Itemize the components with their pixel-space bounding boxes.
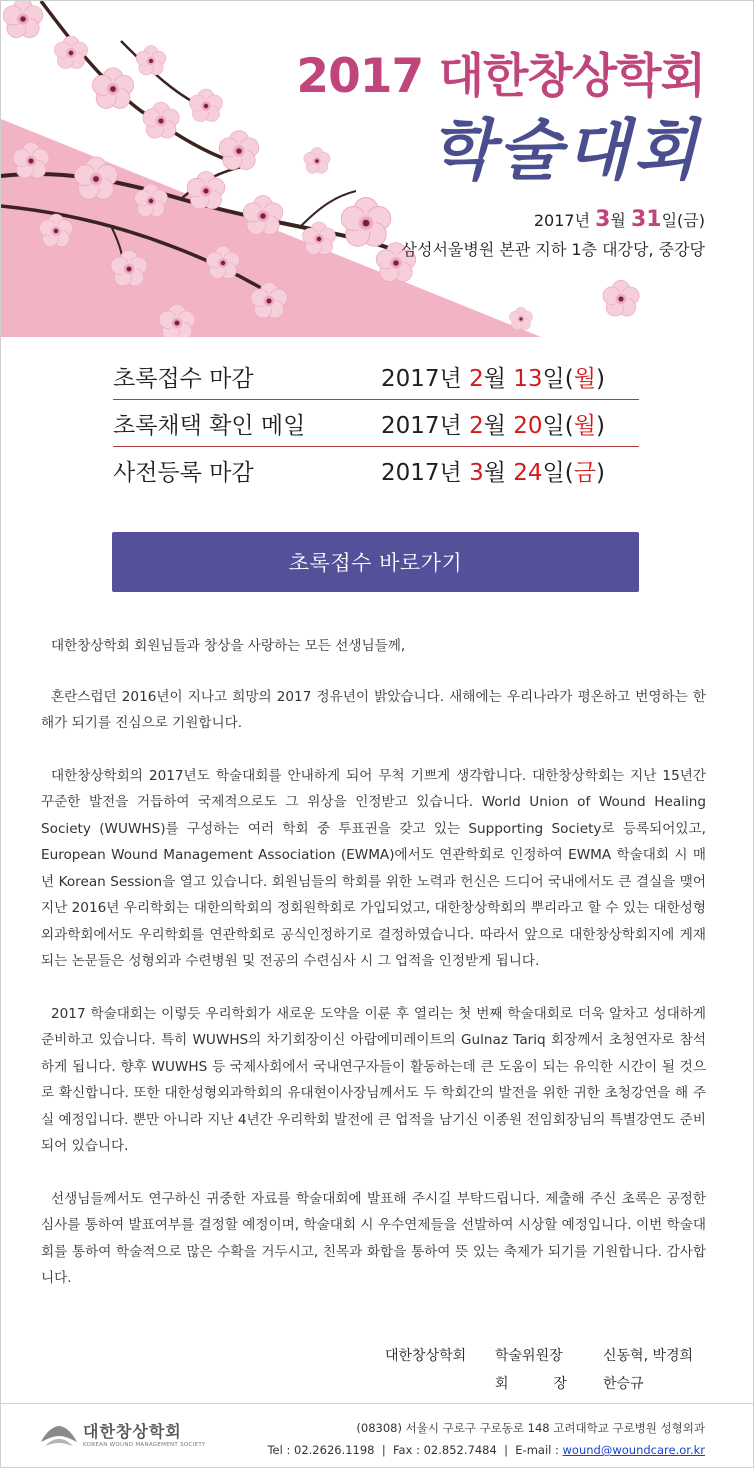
letter-paragraph: 선생님들께서도 연구하신 귀중한 자료를 학술대회에 발표해 주시길 부탁드립니다. 제출해 주신 초록은 공정한 심사를 통하여 발표여부를 결정할 예정이며, 학술대회 시 우수연제들을 선발하여 시상할 예정입니다. 이번 학술대회를 통하여 학술적으로 많은 수확을 거두시고, 친목과 화합을 통하여 뜻 있는 축제가 되기를 기원합니다. 감사합니다. — [41, 1190, 706, 1286]
schedule-day-unit: 일( — [542, 412, 574, 439]
tel-number: 02.2626.1198 — [294, 1443, 375, 1457]
invitation-letter — [41, 633, 706, 1318]
event-date-year: 2017 — [533, 211, 575, 230]
schedule-label: 사전등록 마감 — [113, 459, 254, 486]
event-venue: 삼성서울병원 본관 지하 1층 대강당, 중강당 — [401, 240, 705, 259]
email-link[interactable]: wound@woundcare.or.kr — [562, 1443, 705, 1457]
event-date-month-unit: 월 — [610, 211, 631, 230]
letter-greeting: 대한창상학회 회원님들과 창상을 사랑하는 모든 선생님들께, — [51, 638, 406, 654]
schedule-close-paren: ) — [595, 365, 605, 392]
signature-org: 대한창상학회 — [385, 1348, 467, 1364]
signature-row-president — [385, 1369, 693, 1397]
schedule-year: 2017년 — [381, 459, 470, 486]
separator: | — [381, 1443, 386, 1457]
schedule-weekday: 월 — [573, 412, 596, 439]
signature-role: 학술위원장 — [495, 1348, 563, 1364]
schedule-month-unit: 월 — [483, 459, 514, 486]
logo-text: 대한창상학회 — [83, 1422, 182, 1441]
logo-subtext: KOREAN WOUND MANAGEMENT SOCIETY — [83, 1442, 206, 1448]
schedule-month-unit: 월 — [483, 365, 514, 392]
schedule-day: 24 — [513, 459, 543, 486]
schedule-close-paren: ) — [595, 459, 605, 486]
footer — [1, 1403, 753, 1468]
signature-role-char: 회 — [495, 1376, 509, 1392]
abstract-submission-button[interactable]: 초록접수 바로가기 — [112, 532, 639, 592]
event-date-month: 3 — [595, 207, 611, 232]
signature-names: 신동혁, 박경희 — [603, 1348, 694, 1364]
schedule-month: 2 — [469, 412, 484, 439]
event-date-day: 31 — [630, 207, 662, 232]
schedule-month: 2 — [469, 365, 484, 392]
event-title-year: 2017 대한창상학회 — [296, 49, 705, 104]
schedule-row-acceptance-email — [113, 400, 639, 447]
event-date — [534, 207, 705, 232]
schedule-day: 20 — [513, 412, 543, 439]
deadline-schedule — [113, 353, 639, 493]
schedule-row-abstract-deadline — [113, 353, 639, 400]
schedule-row-preregistration-deadline — [113, 447, 639, 493]
letter-paragraph: 혼란스럽던 2016년이 지나고 희망의 2017 정유년이 밝았습니다. 새해에는 우리나라가 평온하고 번영하는 한 해가 되기를 진심으로 기원합니다. — [41, 688, 706, 731]
schedule-weekday: 월 — [573, 365, 596, 392]
fax-label: Fax : — [393, 1443, 424, 1457]
signature-row-committee — [385, 1341, 693, 1369]
signature-role-president — [495, 1373, 567, 1393]
schedule-close-paren: ) — [595, 412, 605, 439]
event-date-day-unit: 일(금) — [661, 211, 705, 230]
letter-paragraph: 대한창상학회의 2017년도 학술대회를 안내하게 되어 무척 기쁘게 생각합니다. 대한창상학회는 지난 15년간 꾸준한 발전을 거듭하여 국제적으로도 그 위상을 인정받고 있습니다. World Union of Wound Healing Society (WUWHS)를 구성하는 여러 학회 중 투표권을 갖고 있는 Supporting Society로 등록되어있고, European Wound Management Association (EWMA)에서도 연관학회로 인정하여 EWMA 학술대회 시 매년 Korean Session을 열고 있습니다. 회원님들의 학회를 위한 노력과 헌신은 드디어 국내에서도 큰 결실을 맺어 지난 2016년 우리학회는 대한의학회의 정회원학회로 가입되었고, 대한창상학회의 뿌리라고 할 수 있는 대한성형외과학회에서도 우리학회를 연관학회로 공식인정하기로 결정하였습니다. 따라서 앞으로 대한창상학회지에 게재되는 논문들은 성형외과 수련병원 및 전공의 수련심사 시 그 업적을 인정받게 됩니다. — [41, 767, 706, 969]
schedule-month-unit: 월 — [483, 412, 514, 439]
schedule-day: 13 — [513, 365, 543, 392]
schedule-label: 초록접수 마감 — [113, 365, 254, 392]
schedule-day-unit: 일( — [542, 365, 574, 392]
signature-role-char: 장 — [553, 1376, 567, 1392]
schedule-weekday: 금 — [573, 459, 596, 486]
letter-signature — [385, 1341, 693, 1397]
schedule-label: 초록채택 확인 메일 — [113, 412, 306, 439]
schedule-month: 3 — [469, 459, 484, 486]
fax-number: 02.852.7484 — [423, 1443, 497, 1457]
society-logo-icon — [39, 1420, 79, 1450]
schedule-year: 2017년 — [381, 412, 470, 439]
society-logo — [39, 1420, 209, 1454]
tel-label: Tel : — [267, 1443, 295, 1457]
event-banner — [1, 1, 753, 337]
letter-paragraph: 2017 학술대회는 이렇듯 우리학회가 새로운 도약을 이룬 후 열리는 첫 번째 학술대회로 더욱 알차고 성대하게 준비하고 있습니다. 특히 WUWHS의 차기회장이신 아랍에미레이트의 Gulnaz Tariq 회장께서 초청연자로 참석하게 됩니다. 향후 WUWHS 등 국제사회에서 국내연구자들이 활동하는데 큰 도움이 되는 유익한 시간이 될 것으로 확신합니다. 또한 대한성형외과학회의 유대현이사장님께서도 두 학회간의 발전을 위한 귀한 초청강연을 해 주실 예정입니다. 뿐만 아니라 지난 4년간 우리학회 발전에 큰 업적을 남기신 이종원 전임회장님의 특별강연도 준비되어 있습니다. — [41, 1005, 706, 1154]
schedule-date — [381, 360, 639, 393]
contact-info — [267, 1417, 705, 1461]
schedule-year: 2017년 — [381, 365, 470, 392]
event-title-main: 학술대회 — [429, 111, 701, 189]
signature-president-name: 한승규 — [603, 1376, 644, 1392]
schedule-day-unit: 일( — [542, 459, 574, 486]
separator: | — [504, 1443, 508, 1457]
contact-line — [267, 1439, 705, 1461]
schedule-date — [381, 454, 639, 487]
event-date-year-unit: 년 — [574, 211, 596, 230]
schedule-date — [381, 407, 639, 440]
address: (08308) 서울시 구로구 구로동로 148 고려대학교 구로병원 성형외과 — [356, 1421, 705, 1435]
email-label: E-mail : — [515, 1443, 563, 1457]
